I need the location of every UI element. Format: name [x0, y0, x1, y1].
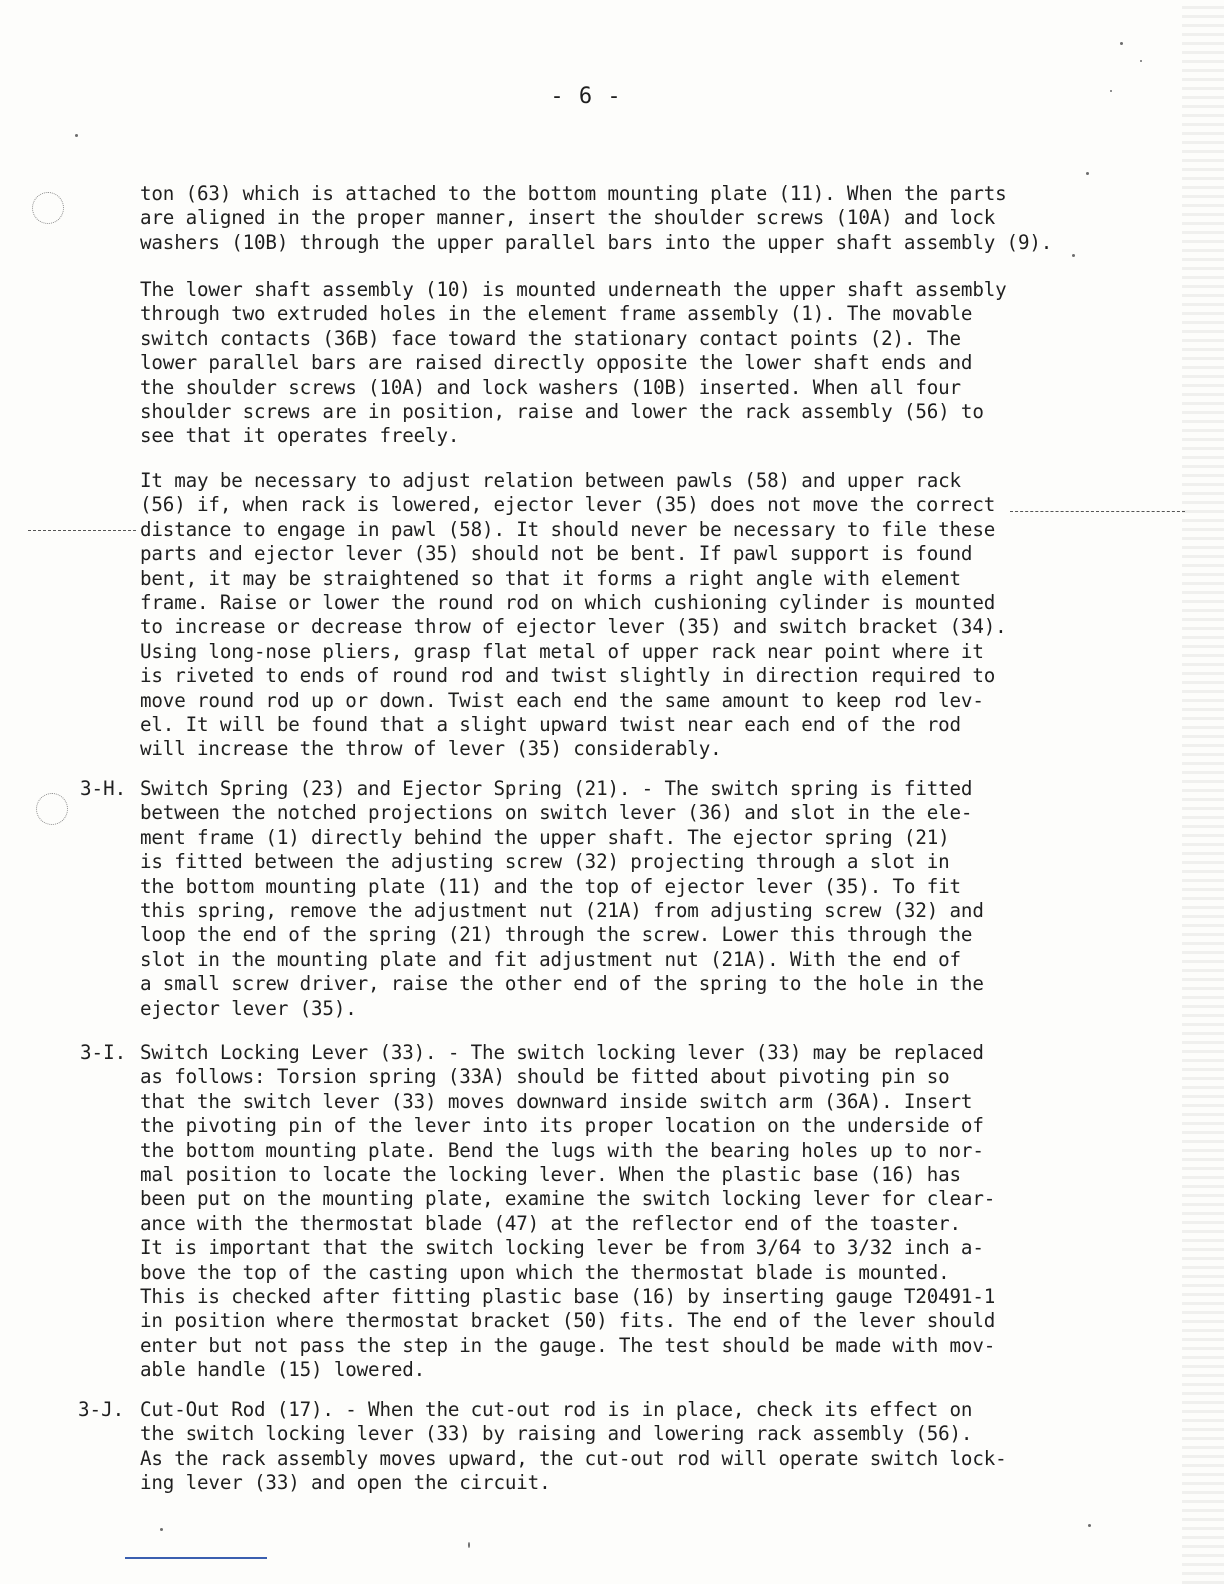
- scan-speck: [1086, 172, 1089, 175]
- punch-hole-mark: [36, 793, 68, 825]
- section-label-3j: 3-J.: [78, 1398, 125, 1421]
- scan-speck: [160, 1528, 163, 1531]
- margin-dash-mark: [1010, 511, 1185, 512]
- punch-hole-mark: [32, 192, 64, 224]
- paragraph-switch-locking-lever: Switch Locking Lever (33). - The switch locking lever (33) may be replaced as follows: Torsion spring (33A) should be fitted about pivoting pin so that the switch lever (33) moves downward inside switch arm (36A). Insert the pivoting pin of the lever into its proper location on the underside of the bottom mounting plate. Bend the lugs with the bearing holes up to nor- mal position to locate the locking lever. When the plastic base (16) has been put on the mounting plate, examine the switch locking lever for clear- ance with the thermostat blade (47) at the reflector end of the toaster. It is important that the switch locking lever be from 3/64 to 3/32 inch a- bove the top of the casting upon which the thermostat blade is mounted. This is checked after fitting plastic base (16) by inserting gauge T20491-1 in position where thermostat bracket (50) fits. The end of the lever should enter but not pass the step in the gauge. The test should be made with mov- able handle (15) lowered.: [140, 1041, 996, 1382]
- section-label-3h: 3-H.: [80, 777, 127, 800]
- paragraph-continuation: ton (63) which is attached to the bottom mounting plate (11). When the parts are aligned in the proper manner, insert the shoulder screws (10A) and lock washers (10B) through the upper parallel bars into the upper shaft assembly (9).: [140, 182, 1053, 254]
- paragraph-cut-out-rod: Cut-Out Rod (17). - When the cut-out rod is in place, check its effect on the switch locking lever (33) by raising and lowering rack assembly (56). As the rack assembly moves upward, the cut-out rod will operate switch lock- ing lever (33) and open the circuit.: [140, 1398, 1007, 1495]
- margin-dash-mark: [28, 530, 136, 531]
- paragraph-switch-spring: Switch Spring (23) and Ejector Spring (21). - The switch spring is fitted between the notched projections on switch lever (36) and slot in the ele- ment frame (1) directly behind the upper shaft. The ejector spring (21) is fitted between the adjusting screw (32) projecting through a slot in the bottom mounting plate (11) and the top of ejector lever (35). To fit this spring, remove the adjustment nut (21A) from adjusting screw (32) and loop the end of the spring (21) through the screw. Lower this through the slot in the mounting plate and fit adjustment nut (21A). With the end of a small screw driver, raise the other end of the spring to the hole in the ejector lever (35).: [140, 777, 984, 1020]
- scan-speck: [1110, 90, 1112, 92]
- scan-speck: [1072, 254, 1075, 257]
- scan-speck: [468, 1542, 470, 1548]
- scan-speck: [1120, 42, 1123, 45]
- scanned-page-edge: [1182, 0, 1224, 1584]
- scan-speck: [1088, 1524, 1091, 1527]
- paragraph-lower-shaft: The lower shaft assembly (10) is mounted underneath the upper shaft assembly through two extruded holes in the element frame assembly (1). The movable switch contacts (36B) face toward the stationary contact points (2). The lower parallel bars are raised directly opposite the lower shaft ends and the shoulder screws (10A) and lock washers (10B) inserted. When all four shoulder screws are in position, raise and lower the rack assembly (56) to see that it operates freely.: [140, 278, 1007, 448]
- scan-speck: [1140, 60, 1142, 62]
- section-label-3i: 3-I.: [80, 1041, 127, 1064]
- page-number: - 6 -: [550, 84, 622, 109]
- scan-speck: [75, 134, 78, 137]
- paragraph-pawl-adjustment: It may be necessary to adjust relation between pawls (58) and upper rack (56) if, when rack is lowered, ejector lever (35) does not move the correct distance to engage in pawl (58). It should never be necessary to file these parts and ejector lever (35) should not be bent. If pawl support is found bent, it may be straightened so that it forms a right angle with element frame. Raise or lower the round rod on which cushioning cylinder is mounted to increase or decrease throw of ejector lever (35) and switch bracket (34). Using long-nose pliers, grasp flat metal of upper rack near point where it is riveted to ends of round rod and twist slightly in direction required to move round rod up or down. Twist each end the same amount to keep rod lev- el. It will be found that a slight upward twist near each end of the rod will increase the throw of lever (35) considerably.: [140, 469, 1007, 761]
- blue-rule-mark: [125, 1557, 267, 1559]
